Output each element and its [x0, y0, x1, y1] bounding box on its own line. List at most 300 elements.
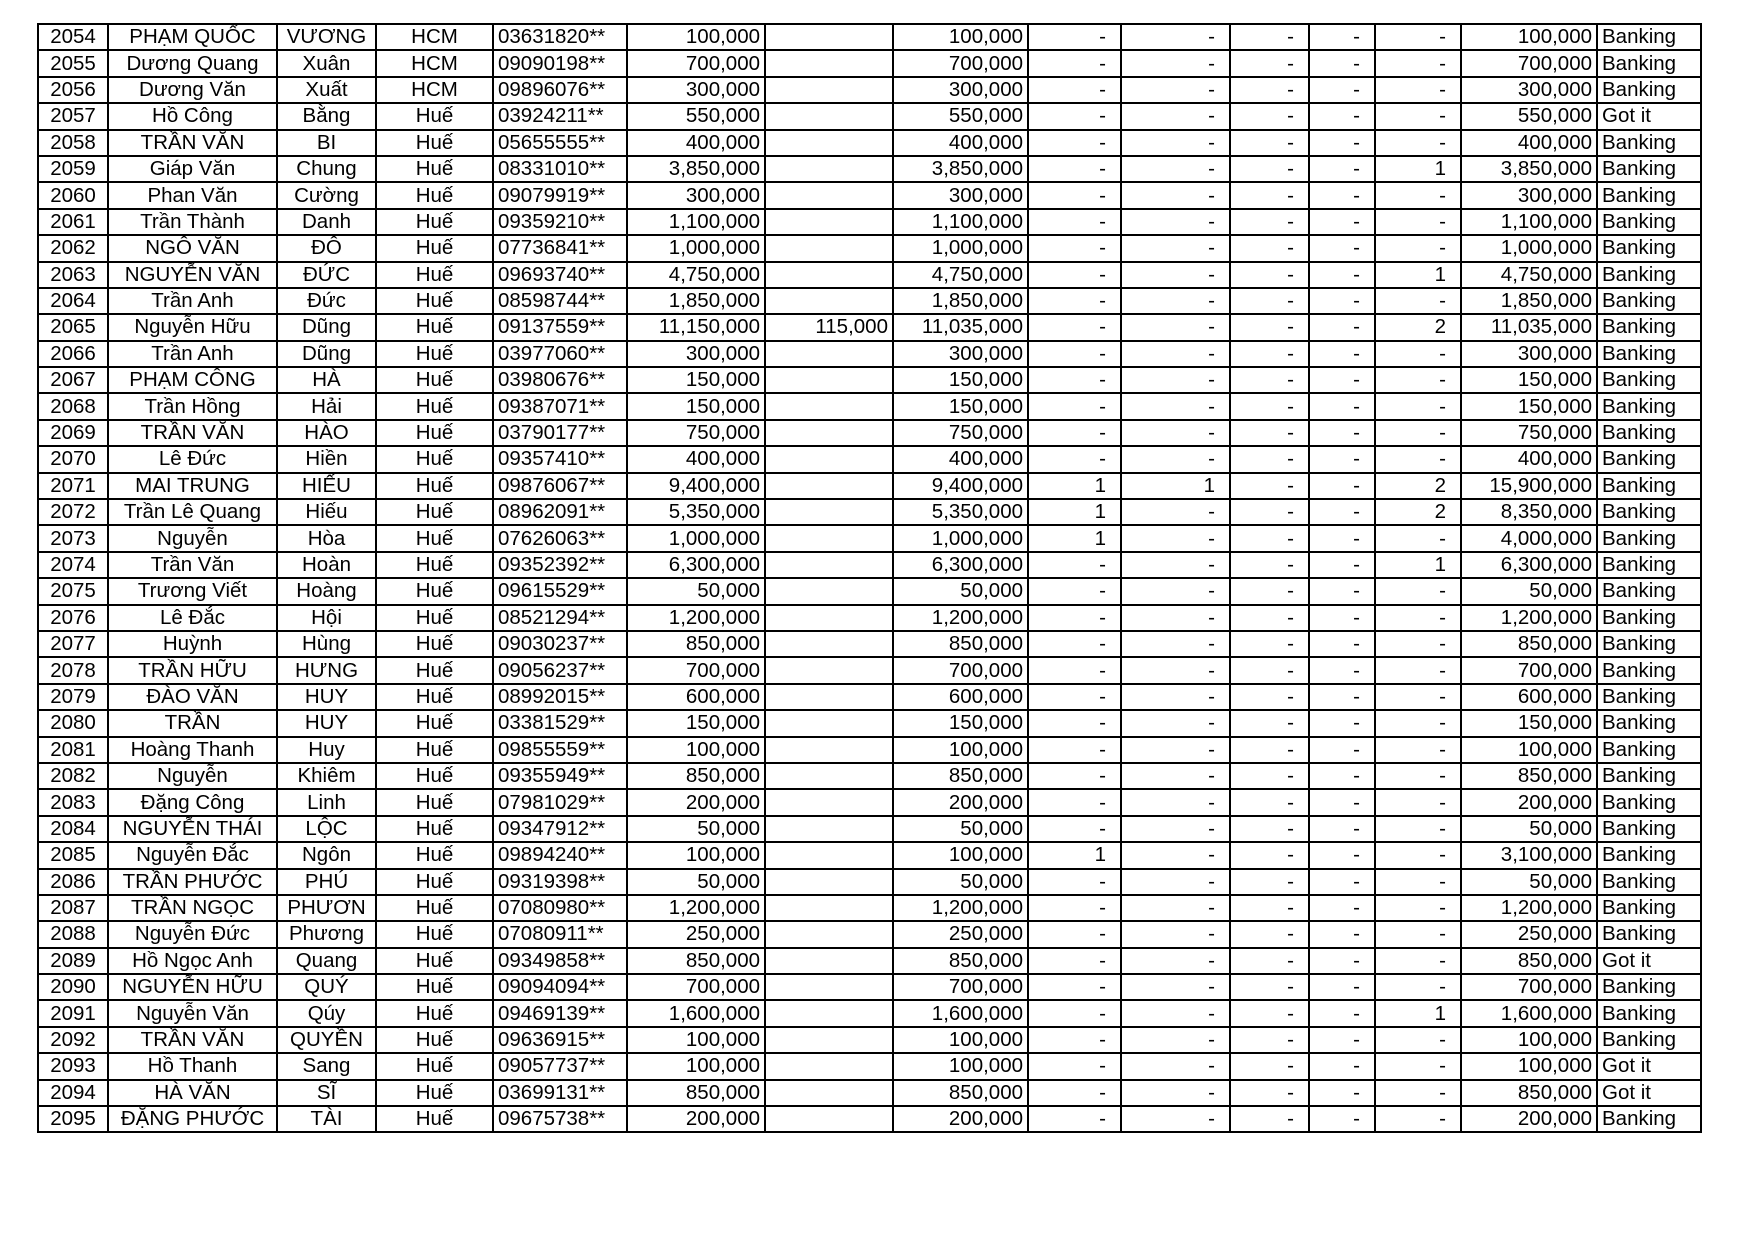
given-name-cell: Phan Văn: [108, 182, 277, 208]
city-cell: HCM: [376, 50, 493, 76]
table-row: [38, 1053, 1701, 1079]
deduction-cell: [765, 499, 893, 525]
total-amount-cell: 300,000: [1461, 341, 1597, 367]
count-3-cell: -: [1230, 499, 1309, 525]
count-4-cell: -: [1309, 842, 1375, 868]
phone-number-cell: 09855559**: [493, 737, 627, 763]
table-row: [38, 631, 1701, 657]
surname-cell: Hùng: [277, 631, 376, 657]
net-amount-cell: 1,600,000: [893, 1000, 1028, 1026]
city-cell: Huế: [376, 1000, 493, 1026]
amount-cell: 150,000: [627, 367, 765, 393]
net-amount-cell: 150,000: [893, 710, 1028, 736]
count-3-cell: -: [1230, 816, 1309, 842]
deduction-cell: 115,000: [765, 314, 893, 340]
given-name-cell: NGUYỄN HỮU: [108, 974, 277, 1000]
count-5-cell: -: [1375, 763, 1461, 789]
count-5-cell: -: [1375, 631, 1461, 657]
phone-number-cell: 08992015**: [493, 684, 627, 710]
amount-cell: 700,000: [627, 50, 765, 76]
payment-method-cell: Banking: [1597, 1027, 1701, 1053]
count-3-cell: -: [1230, 288, 1309, 314]
count-1-cell: -: [1028, 420, 1121, 446]
total-amount-cell: 4,750,000: [1461, 262, 1597, 288]
table-row: [38, 50, 1701, 76]
count-3-cell: -: [1230, 921, 1309, 947]
payment-method-cell: Banking: [1597, 842, 1701, 868]
amount-cell: 200,000: [627, 789, 765, 815]
count-2-cell: -: [1121, 525, 1230, 551]
table-row: [38, 657, 1701, 683]
count-5-cell: -: [1375, 1080, 1461, 1106]
payment-method-cell: Banking: [1597, 1106, 1701, 1132]
count-1-cell: -: [1028, 921, 1121, 947]
count-5-cell: 1: [1375, 262, 1461, 288]
count-1-cell: -: [1028, 869, 1121, 895]
phone-number-cell: 09057737**: [493, 1053, 627, 1079]
row-number-cell: 2054: [38, 24, 108, 50]
count-5-cell: -: [1375, 1106, 1461, 1132]
amount-cell: 700,000: [627, 657, 765, 683]
table-row: [38, 314, 1701, 340]
payment-method-cell: Banking: [1597, 1000, 1701, 1026]
total-amount-cell: 150,000: [1461, 393, 1597, 419]
row-number-cell: 2075: [38, 578, 108, 604]
total-amount-cell: 1,200,000: [1461, 895, 1597, 921]
given-name-cell: Hồ Công: [108, 103, 277, 129]
amount-cell: 700,000: [627, 974, 765, 1000]
payment-method-cell: Banking: [1597, 552, 1701, 578]
city-cell: Huế: [376, 446, 493, 472]
amount-cell: 5,350,000: [627, 499, 765, 525]
count-1-cell: -: [1028, 130, 1121, 156]
city-cell: Huế: [376, 393, 493, 419]
row-number-cell: 2056: [38, 77, 108, 103]
count-3-cell: -: [1230, 710, 1309, 736]
city-cell: Huế: [376, 367, 493, 393]
surname-cell: QUÝ: [277, 974, 376, 1000]
given-name-cell: Nguyễn Đắc: [108, 842, 277, 868]
given-name-cell: NGÔ VĂN: [108, 235, 277, 261]
phone-number-cell: 03790177**: [493, 420, 627, 446]
amount-cell: 1,200,000: [627, 605, 765, 631]
count-3-cell: -: [1230, 262, 1309, 288]
phone-number-cell: 09319398**: [493, 869, 627, 895]
table-row: [38, 156, 1701, 182]
phone-number-cell: 09469139**: [493, 1000, 627, 1026]
table-row: [38, 578, 1701, 604]
count-4-cell: -: [1309, 1000, 1375, 1026]
surname-cell: PHƯƠN: [277, 895, 376, 921]
count-2-cell: -: [1121, 948, 1230, 974]
total-amount-cell: 3,100,000: [1461, 842, 1597, 868]
count-3-cell: -: [1230, 657, 1309, 683]
payment-method-cell: Banking: [1597, 235, 1701, 261]
count-4-cell: -: [1309, 1080, 1375, 1106]
count-5-cell: -: [1375, 24, 1461, 50]
count-1-cell: -: [1028, 262, 1121, 288]
total-amount-cell: 700,000: [1461, 657, 1597, 683]
row-number-cell: 2055: [38, 50, 108, 76]
count-3-cell: -: [1230, 235, 1309, 261]
city-cell: Huế: [376, 684, 493, 710]
count-3-cell: -: [1230, 103, 1309, 129]
city-cell: Huế: [376, 631, 493, 657]
amount-cell: 300,000: [627, 341, 765, 367]
given-name-cell: TRẦN NGỌC: [108, 895, 277, 921]
payment-method-cell: Banking: [1597, 262, 1701, 288]
given-name-cell: Hồ Thanh: [108, 1053, 277, 1079]
count-2-cell: -: [1121, 103, 1230, 129]
count-4-cell: -: [1309, 684, 1375, 710]
payment-method-cell: Banking: [1597, 631, 1701, 657]
phone-number-cell: 09675738**: [493, 1106, 627, 1132]
count-5-cell: -: [1375, 605, 1461, 631]
total-amount-cell: 1,600,000: [1461, 1000, 1597, 1026]
given-name-cell: NGUYỄN VĂN: [108, 262, 277, 288]
count-1-cell: -: [1028, 737, 1121, 763]
given-name-cell: Nguyễn Đức: [108, 921, 277, 947]
count-3-cell: -: [1230, 763, 1309, 789]
count-1-cell: -: [1028, 763, 1121, 789]
given-name-cell: Trần Anh: [108, 288, 277, 314]
total-amount-cell: 300,000: [1461, 182, 1597, 208]
count-2-cell: -: [1121, 895, 1230, 921]
phone-number-cell: 09137559**: [493, 314, 627, 340]
amount-cell: 3,850,000: [627, 156, 765, 182]
city-cell: Huế: [376, 156, 493, 182]
total-amount-cell: 700,000: [1461, 50, 1597, 76]
payment-method-cell: Banking: [1597, 367, 1701, 393]
net-amount-cell: 600,000: [893, 684, 1028, 710]
count-3-cell: -: [1230, 974, 1309, 1000]
count-2-cell: -: [1121, 156, 1230, 182]
count-4-cell: -: [1309, 420, 1375, 446]
count-1-cell: -: [1028, 1106, 1121, 1132]
count-5-cell: -: [1375, 235, 1461, 261]
row-number-cell: 2062: [38, 235, 108, 261]
count-1-cell: 1: [1028, 473, 1121, 499]
net-amount-cell: 850,000: [893, 948, 1028, 974]
city-cell: Huế: [376, 816, 493, 842]
city-cell: Huế: [376, 657, 493, 683]
total-amount-cell: 50,000: [1461, 816, 1597, 842]
phone-number-cell: 09693740**: [493, 262, 627, 288]
count-3-cell: -: [1230, 473, 1309, 499]
count-1-cell: -: [1028, 1053, 1121, 1079]
amount-cell: 100,000: [627, 1027, 765, 1053]
payment-method-cell: Banking: [1597, 974, 1701, 1000]
city-cell: Huế: [376, 578, 493, 604]
count-5-cell: -: [1375, 948, 1461, 974]
table-row: [38, 710, 1701, 736]
count-2-cell: -: [1121, 657, 1230, 683]
payment-method-cell: Banking: [1597, 921, 1701, 947]
deduction-cell: [765, 816, 893, 842]
given-name-cell: Giáp Văn: [108, 156, 277, 182]
count-5-cell: -: [1375, 816, 1461, 842]
count-5-cell: 1: [1375, 156, 1461, 182]
surname-cell: Hải: [277, 393, 376, 419]
surname-cell: Hiền: [277, 446, 376, 472]
given-name-cell: Trương Viết: [108, 578, 277, 604]
surname-cell: Hiếu: [277, 499, 376, 525]
row-number-cell: 2072: [38, 499, 108, 525]
phone-number-cell: 09896076**: [493, 77, 627, 103]
count-1-cell: -: [1028, 657, 1121, 683]
count-4-cell: -: [1309, 578, 1375, 604]
city-cell: Huế: [376, 605, 493, 631]
net-amount-cell: 50,000: [893, 578, 1028, 604]
deduction-cell: [765, 420, 893, 446]
total-amount-cell: 700,000: [1461, 974, 1597, 1000]
count-4-cell: -: [1309, 525, 1375, 551]
given-name-cell: Nguyễn: [108, 525, 277, 551]
city-cell: Huế: [376, 314, 493, 340]
surname-cell: Quang: [277, 948, 376, 974]
row-number-cell: 2085: [38, 842, 108, 868]
count-3-cell: -: [1230, 578, 1309, 604]
phone-number-cell: 09349858**: [493, 948, 627, 974]
city-cell: Huế: [376, 737, 493, 763]
amount-cell: 850,000: [627, 763, 765, 789]
count-4-cell: -: [1309, 341, 1375, 367]
surname-cell: Sang: [277, 1053, 376, 1079]
given-name-cell: HÀ VĂN: [108, 1080, 277, 1106]
count-4-cell: -: [1309, 816, 1375, 842]
amount-cell: 750,000: [627, 420, 765, 446]
table-row: [38, 1027, 1701, 1053]
count-1-cell: -: [1028, 393, 1121, 419]
table-row: [38, 235, 1701, 261]
payment-method-cell: Banking: [1597, 869, 1701, 895]
count-4-cell: -: [1309, 473, 1375, 499]
given-name-cell: Lê Đức: [108, 446, 277, 472]
total-amount-cell: 1,850,000: [1461, 288, 1597, 314]
amount-cell: 50,000: [627, 816, 765, 842]
given-name-cell: Dương Văn: [108, 77, 277, 103]
count-1-cell: -: [1028, 446, 1121, 472]
phone-number-cell: 09079919**: [493, 182, 627, 208]
surname-cell: Xuân: [277, 50, 376, 76]
deduction-cell: [765, 24, 893, 50]
count-4-cell: -: [1309, 314, 1375, 340]
phone-number-cell: 09056237**: [493, 657, 627, 683]
count-5-cell: -: [1375, 341, 1461, 367]
surname-cell: Hội: [277, 605, 376, 631]
payment-method-cell: Banking: [1597, 763, 1701, 789]
table-row: [38, 393, 1701, 419]
net-amount-cell: 3,850,000: [893, 156, 1028, 182]
net-amount-cell: 1,000,000: [893, 525, 1028, 551]
phone-number-cell: 09352392**: [493, 552, 627, 578]
deduction-cell: [765, 1027, 893, 1053]
count-4-cell: -: [1309, 499, 1375, 525]
table-row: [38, 130, 1701, 156]
given-name-cell: MAI TRUNG: [108, 473, 277, 499]
row-number-cell: 2064: [38, 288, 108, 314]
table-row: [38, 948, 1701, 974]
phone-number-cell: 03977060**: [493, 341, 627, 367]
total-amount-cell: 100,000: [1461, 1053, 1597, 1079]
row-number-cell: 2086: [38, 869, 108, 895]
deduction-cell: [765, 367, 893, 393]
row-number-cell: 2060: [38, 182, 108, 208]
amount-cell: 850,000: [627, 631, 765, 657]
count-4-cell: -: [1309, 737, 1375, 763]
phone-number-cell: 09357410**: [493, 446, 627, 472]
phone-number-cell: 07080980**: [493, 895, 627, 921]
total-amount-cell: 850,000: [1461, 948, 1597, 974]
deduction-cell: [765, 341, 893, 367]
deduction-cell: [765, 288, 893, 314]
count-5-cell: 1: [1375, 1000, 1461, 1026]
surname-cell: HÀO: [277, 420, 376, 446]
city-cell: HCM: [376, 24, 493, 50]
count-3-cell: -: [1230, 393, 1309, 419]
deduction-cell: [765, 235, 893, 261]
given-name-cell: Hoàng Thanh: [108, 737, 277, 763]
total-amount-cell: 6,300,000: [1461, 552, 1597, 578]
surname-cell: Cường: [277, 182, 376, 208]
surname-cell: Hoàn: [277, 552, 376, 578]
count-4-cell: -: [1309, 103, 1375, 129]
count-2-cell: -: [1121, 1106, 1230, 1132]
count-5-cell: 2: [1375, 499, 1461, 525]
surname-cell: HÀ: [277, 367, 376, 393]
count-2-cell: -: [1121, 182, 1230, 208]
count-2-cell: -: [1121, 393, 1230, 419]
city-cell: Huế: [376, 209, 493, 235]
net-amount-cell: 1,200,000: [893, 895, 1028, 921]
payment-method-cell: Banking: [1597, 209, 1701, 235]
phone-number-cell: 07626063**: [493, 525, 627, 551]
city-cell: Huế: [376, 235, 493, 261]
count-2-cell: -: [1121, 605, 1230, 631]
surname-cell: LỘC: [277, 816, 376, 842]
count-1-cell: 1: [1028, 842, 1121, 868]
count-5-cell: -: [1375, 842, 1461, 868]
payment-method-cell: Banking: [1597, 710, 1701, 736]
phone-number-cell: 08331010**: [493, 156, 627, 182]
amount-cell: 400,000: [627, 446, 765, 472]
phone-number-cell: 07736841**: [493, 235, 627, 261]
surname-cell: Hòa: [277, 525, 376, 551]
net-amount-cell: 700,000: [893, 657, 1028, 683]
total-amount-cell: 100,000: [1461, 737, 1597, 763]
payment-method-cell: Banking: [1597, 314, 1701, 340]
net-amount-cell: 850,000: [893, 763, 1028, 789]
count-3-cell: -: [1230, 789, 1309, 815]
table-row: [38, 499, 1701, 525]
total-amount-cell: 50,000: [1461, 869, 1597, 895]
given-name-cell: Đặng Công: [108, 789, 277, 815]
total-amount-cell: 4,000,000: [1461, 525, 1597, 551]
count-2-cell: -: [1121, 314, 1230, 340]
table-row: [38, 367, 1701, 393]
count-1-cell: -: [1028, 367, 1121, 393]
given-name-cell: ĐÀO VĂN: [108, 684, 277, 710]
payment-method-cell: Banking: [1597, 393, 1701, 419]
surname-cell: Hoàng: [277, 578, 376, 604]
count-2-cell: -: [1121, 209, 1230, 235]
surname-cell: HUY: [277, 710, 376, 736]
table-row: [38, 605, 1701, 631]
count-3-cell: -: [1230, 182, 1309, 208]
count-4-cell: -: [1309, 948, 1375, 974]
deduction-cell: [765, 578, 893, 604]
city-cell: Huế: [376, 552, 493, 578]
total-amount-cell: 11,035,000: [1461, 314, 1597, 340]
count-2-cell: -: [1121, 869, 1230, 895]
row-number-cell: 2071: [38, 473, 108, 499]
table-row: [38, 869, 1701, 895]
phone-number-cell: 09894240**: [493, 842, 627, 868]
phone-number-cell: 08962091**: [493, 499, 627, 525]
count-1-cell: -: [1028, 552, 1121, 578]
row-number-cell: 2058: [38, 130, 108, 156]
row-number-cell: 2094: [38, 1080, 108, 1106]
total-amount-cell: 3,850,000: [1461, 156, 1597, 182]
net-amount-cell: 300,000: [893, 341, 1028, 367]
count-4-cell: -: [1309, 657, 1375, 683]
payment-method-cell: Banking: [1597, 288, 1701, 314]
amount-cell: 1,850,000: [627, 288, 765, 314]
count-5-cell: -: [1375, 209, 1461, 235]
table-body: [38, 24, 1701, 1132]
count-4-cell: -: [1309, 393, 1375, 419]
net-amount-cell: 400,000: [893, 446, 1028, 472]
total-amount-cell: 1,000,000: [1461, 235, 1597, 261]
row-number-cell: 2090: [38, 974, 108, 1000]
count-2-cell: -: [1121, 737, 1230, 763]
count-3-cell: -: [1230, 314, 1309, 340]
surname-cell: Bằng: [277, 103, 376, 129]
deduction-cell: [765, 393, 893, 419]
payment-method-cell: Banking: [1597, 816, 1701, 842]
phone-number-cell: 09387071**: [493, 393, 627, 419]
amount-cell: 150,000: [627, 710, 765, 736]
count-2-cell: -: [1121, 341, 1230, 367]
table-row: [38, 974, 1701, 1000]
net-amount-cell: 850,000: [893, 631, 1028, 657]
payment-method-cell: Got it: [1597, 103, 1701, 129]
given-name-cell: Trần Anh: [108, 341, 277, 367]
phone-number-cell: 03980676**: [493, 367, 627, 393]
total-amount-cell: 550,000: [1461, 103, 1597, 129]
count-3-cell: -: [1230, 1000, 1309, 1026]
count-3-cell: -: [1230, 1053, 1309, 1079]
table-row: [38, 1000, 1701, 1026]
count-2-cell: -: [1121, 552, 1230, 578]
deduction-cell: [765, 1106, 893, 1132]
count-4-cell: -: [1309, 1027, 1375, 1053]
count-4-cell: -: [1309, 631, 1375, 657]
net-amount-cell: 200,000: [893, 1106, 1028, 1132]
net-amount-cell: 700,000: [893, 974, 1028, 1000]
row-number-cell: 2057: [38, 103, 108, 129]
count-3-cell: -: [1230, 156, 1309, 182]
count-1-cell: -: [1028, 789, 1121, 815]
net-amount-cell: 9,400,000: [893, 473, 1028, 499]
given-name-cell: TRẦN: [108, 710, 277, 736]
count-4-cell: -: [1309, 182, 1375, 208]
count-5-cell: 1: [1375, 552, 1461, 578]
total-amount-cell: 600,000: [1461, 684, 1597, 710]
deduction-cell: [765, 262, 893, 288]
row-number-cell: 2073: [38, 525, 108, 551]
count-3-cell: -: [1230, 1027, 1309, 1053]
